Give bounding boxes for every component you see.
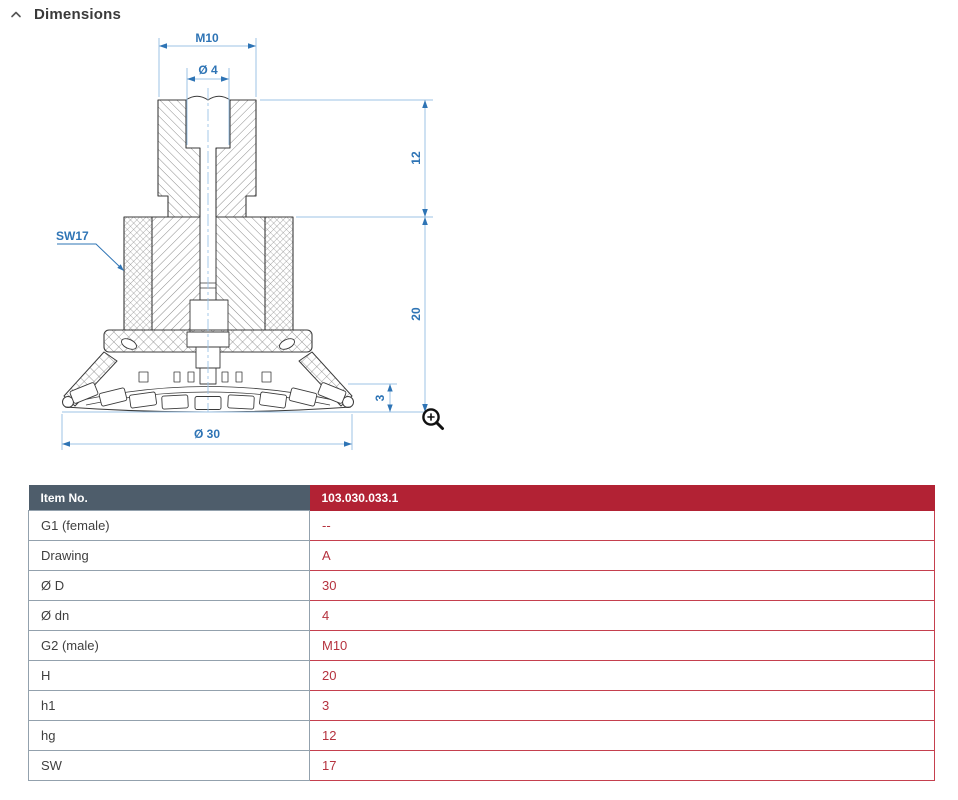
row-value: 17 xyxy=(310,751,935,781)
zoom-icon[interactable] xyxy=(423,409,442,428)
row-label: G1 (female) xyxy=(29,511,310,541)
table-row xyxy=(29,751,935,781)
table-header-row xyxy=(29,485,935,511)
row-label: Ø D xyxy=(29,571,310,601)
row-label: Drawing xyxy=(29,541,310,571)
dim-label-thread: M10 xyxy=(195,31,219,45)
table-row xyxy=(29,571,935,601)
table-row xyxy=(29,721,935,751)
row-value: 20 xyxy=(310,661,935,691)
item-number-value: 103.030.033.1 xyxy=(310,485,935,511)
row-label: SW xyxy=(29,751,310,781)
item-no-header: Item No. xyxy=(29,485,310,511)
table-row xyxy=(29,601,935,631)
dim-label-h: 20 xyxy=(409,307,423,321)
table-row xyxy=(29,661,935,691)
table-row xyxy=(29,691,935,721)
technical-drawing xyxy=(0,0,470,465)
dim-label-cup-diameter: Ø 30 xyxy=(193,427,221,441)
row-label: hg xyxy=(29,721,310,751)
row-label: G2 (male) xyxy=(29,631,310,661)
row-value: 3 xyxy=(310,691,935,721)
row-label: h1 xyxy=(29,691,310,721)
dim-label-wrench: SW17 xyxy=(56,229,89,243)
table-row xyxy=(29,511,935,541)
dim-label-hg: 12 xyxy=(409,151,423,165)
row-value: -- xyxy=(310,511,935,541)
row-value: M10 xyxy=(310,631,935,661)
dim-label-h1: 3 xyxy=(373,394,387,402)
spec-table xyxy=(28,485,935,781)
row-value: 30 xyxy=(310,571,935,601)
dim-label-bore: Ø 4 xyxy=(198,63,218,77)
row-value: 12 xyxy=(310,721,935,751)
row-value: 4 xyxy=(310,601,935,631)
section-title: Dimensions xyxy=(34,5,122,23)
table-row xyxy=(29,631,935,661)
table-row xyxy=(29,541,935,571)
row-label: Ø dn xyxy=(29,601,310,631)
row-value: A xyxy=(310,541,935,571)
row-label: H xyxy=(29,661,310,691)
sw17-leader-line xyxy=(57,244,121,268)
